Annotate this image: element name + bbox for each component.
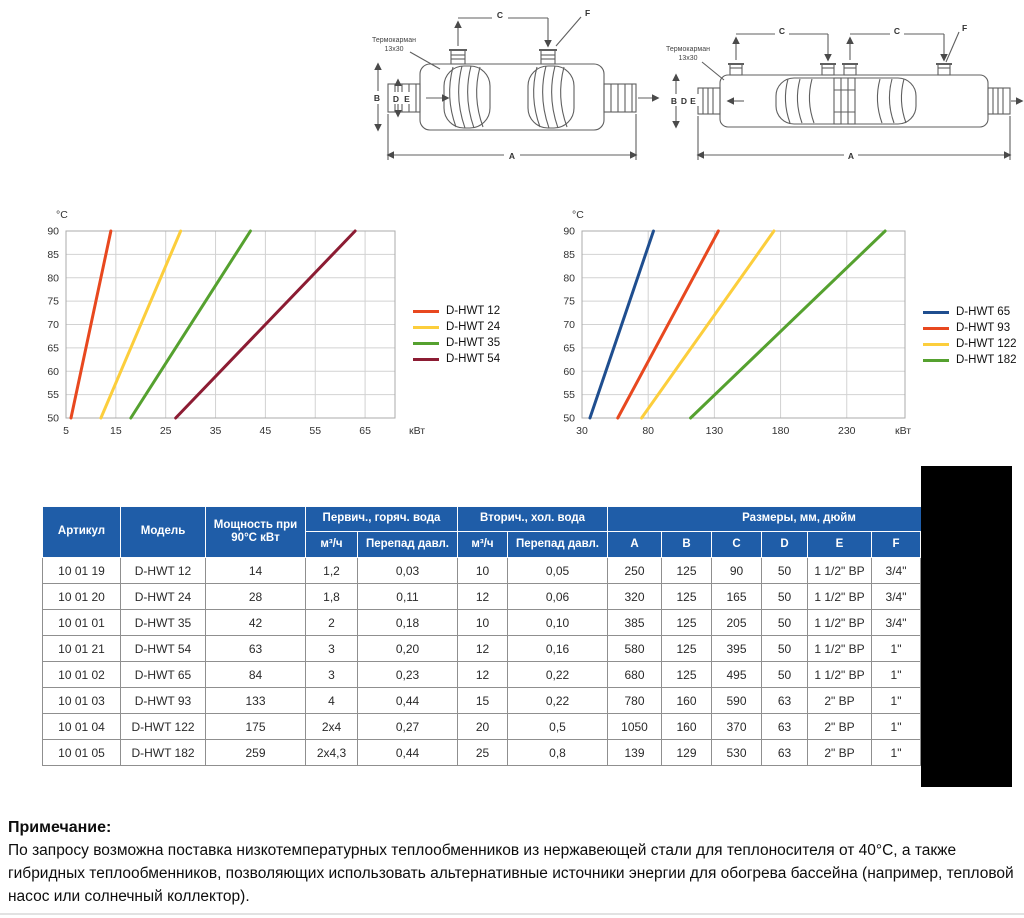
redaction-box xyxy=(921,466,1012,787)
table-cell: 0,8 xyxy=(508,740,608,766)
table-cell: 139 xyxy=(608,740,662,766)
table-cell: 63 xyxy=(762,714,808,740)
y-tick-label: 60 xyxy=(47,365,59,378)
legend-small-models xyxy=(413,303,500,367)
legend-label: D-HWT 182 xyxy=(956,354,1017,366)
legend-label: D-HWT 65 xyxy=(956,306,1011,318)
col-header-dim-d: D xyxy=(762,532,808,558)
col-header-flow-secondary: м³/ч xyxy=(458,532,508,558)
legend-label: D-HWT 35 xyxy=(446,337,501,349)
x-tick-label: 230 xyxy=(837,425,856,437)
dim-label-e: E xyxy=(690,96,696,106)
table-cell: 0,5 xyxy=(508,714,608,740)
legend-item xyxy=(413,351,500,367)
table-cell: 1" xyxy=(872,662,921,688)
y-tick-label: 50 xyxy=(47,412,59,425)
dim-label-f: F xyxy=(585,8,591,18)
col-group-secondary-water: Вторич., хол. вода xyxy=(458,507,608,532)
table-cell: 2" ВР xyxy=(808,714,872,740)
x-tick-label: 15 xyxy=(110,425,122,437)
table-cell: D-HWT 182 xyxy=(121,740,206,766)
x-tick-label: 35 xyxy=(209,425,222,437)
table-cell: 0,18 xyxy=(358,610,458,636)
table-cell: 1,2 xyxy=(306,558,358,584)
col-header-power: Мощность при 90°С кВт xyxy=(206,507,306,558)
table-row xyxy=(43,558,991,584)
table-cell: 84 xyxy=(206,662,306,688)
y-tick-label: 60 xyxy=(563,365,575,378)
table-cell: 3/4" xyxy=(872,584,921,610)
y-tick-label: 75 xyxy=(47,295,59,308)
table-cell: 2x4,3 xyxy=(306,740,358,766)
legend-swatch xyxy=(923,311,949,314)
table-row xyxy=(43,740,991,766)
table-cell: 2" ВР xyxy=(808,740,872,766)
legend-item xyxy=(923,304,1017,320)
table-cell: 125 xyxy=(662,610,712,636)
table-cell: 20 xyxy=(458,714,508,740)
table-cell: 2" ВР xyxy=(808,688,872,714)
x-tick-label: 5 xyxy=(63,425,69,437)
table-cell: 259 xyxy=(206,740,306,766)
table-cell: 530 xyxy=(712,740,762,766)
legend-item xyxy=(923,352,1017,368)
table-cell: 15 xyxy=(458,688,508,714)
col-header-flow-primary: м³/ч xyxy=(306,532,358,558)
table-cell: 50 xyxy=(762,584,808,610)
table-cell: 590 xyxy=(712,688,762,714)
table-cell: 10 01 01 xyxy=(43,610,121,636)
col-group-dimensions: Размеры, мм, дюйм xyxy=(608,507,991,532)
table-cell: 14 xyxy=(206,558,306,584)
table-cell: 2 xyxy=(306,610,358,636)
legend-swatch xyxy=(923,359,949,362)
dim-label-c: C xyxy=(496,10,504,20)
table-cell: 165 xyxy=(712,584,762,610)
table-cell: 10 xyxy=(458,610,508,636)
x-tick-label: 65 xyxy=(359,425,371,437)
table-cell: 0,27 xyxy=(358,714,458,740)
legend-large-models xyxy=(923,304,1017,368)
table-cell: 3/4" xyxy=(872,558,921,584)
dim-label-d: D xyxy=(680,96,688,106)
heat-exchanger-drawing-large xyxy=(658,20,1024,180)
legend-label: D-HWT 54 xyxy=(446,353,501,365)
y-tick-label: 65 xyxy=(563,342,575,355)
table-cell: 50 xyxy=(762,558,808,584)
thermo-pocket-size: 13х30 xyxy=(384,46,404,53)
table-cell: 1 1/2" ВР xyxy=(808,610,872,636)
y-tick-label: 90 xyxy=(563,225,575,238)
col-header-dim-c: C xyxy=(712,532,762,558)
table-cell: 63 xyxy=(762,740,808,766)
legend-label: D-HWT 93 xyxy=(956,322,1011,334)
bottom-divider xyxy=(0,913,1024,915)
table-cell: 395 xyxy=(712,636,762,662)
table-cell: 0,22 xyxy=(508,688,608,714)
col-group-primary-water: Первич., горяч. вода xyxy=(306,507,458,532)
table-cell: 10 01 04 xyxy=(43,714,121,740)
table-cell: 10 01 21 xyxy=(43,636,121,662)
table-cell: 495 xyxy=(712,662,762,688)
table-cell: 0,16 xyxy=(508,636,608,662)
dim-label-c1: C xyxy=(778,26,786,36)
x-axis-unit: кВт xyxy=(895,425,912,437)
table-row xyxy=(43,714,991,740)
table-cell: 4 xyxy=(306,688,358,714)
table-cell: 1" xyxy=(872,740,921,766)
table-cell: 160 xyxy=(662,688,712,714)
legend-item xyxy=(923,320,1017,336)
dim-label-b: B xyxy=(373,93,381,103)
table-cell: 205 xyxy=(712,610,762,636)
table-cell: 1 1/2" ВР xyxy=(808,636,872,662)
thermo-pocket-label: Термокарман xyxy=(372,37,416,44)
table-cell: 12 xyxy=(458,662,508,688)
note-block xyxy=(8,816,1018,908)
table-cell: 0,22 xyxy=(508,662,608,688)
table-cell: 780 xyxy=(608,688,662,714)
table-cell: 1" xyxy=(872,714,921,740)
table-cell: D-HWT 93 xyxy=(121,688,206,714)
col-header-pressure-primary: Перепад давл. xyxy=(358,532,458,558)
dim-label-f: F xyxy=(962,23,968,33)
y-tick-label: 55 xyxy=(563,389,575,402)
legend-item xyxy=(413,303,500,319)
spec-table xyxy=(42,506,991,766)
y-tick-label: 80 xyxy=(47,272,59,285)
thermo-pocket-size: 13х30 xyxy=(678,55,698,62)
table-cell: 175 xyxy=(206,714,306,740)
table-cell: 1 1/2" ВР xyxy=(808,584,872,610)
y-tick-label: 70 xyxy=(563,319,575,331)
table-cell: 10 01 02 xyxy=(43,662,121,688)
table-cell: 42 xyxy=(206,610,306,636)
y-tick-label: 65 xyxy=(47,342,59,355)
dim-label-e: E xyxy=(404,94,410,104)
table-cell: 0,44 xyxy=(358,740,458,766)
col-header-article: Артикул xyxy=(43,507,121,558)
legend-label: D-HWT 24 xyxy=(446,321,501,333)
table-cell: 90 xyxy=(712,558,762,584)
legend-item xyxy=(413,335,500,351)
table-cell: 63 xyxy=(206,636,306,662)
table-cell: 2x4 xyxy=(306,714,358,740)
legend-item xyxy=(413,319,500,335)
y-tick-label: 90 xyxy=(47,225,59,238)
y-axis-unit: °C xyxy=(56,209,68,221)
table-row xyxy=(43,636,991,662)
note-body: По запросу возможна поставка низкотемпературных теплообменников из нержавеющей стали для теплоносителя от 40°С, а также гибридных теплообменников, позволяющих использовать альтернативные источники энергии для обогрева бассейна (например, тепловой насос или солнечный коллектор). xyxy=(8,842,1014,905)
legend-swatch xyxy=(923,327,949,330)
y-tick-label: 85 xyxy=(47,248,59,261)
x-tick-label: 45 xyxy=(259,425,272,437)
table-cell: 10 01 19 xyxy=(43,558,121,584)
table-cell: 680 xyxy=(608,662,662,688)
x-tick-label: 180 xyxy=(771,425,790,437)
table-cell: 10 01 20 xyxy=(43,584,121,610)
table-cell: 1,8 xyxy=(306,584,358,610)
dim-label-b: B xyxy=(670,96,678,106)
table-cell: 10 xyxy=(458,558,508,584)
table-cell: 1 1/2" ВР xyxy=(808,558,872,584)
table-cell: 0,11 xyxy=(358,584,458,610)
table-cell: 63 xyxy=(762,688,808,714)
table-cell: 580 xyxy=(608,636,662,662)
table-cell: 3 xyxy=(306,636,358,662)
dim-label-d: D xyxy=(392,94,400,104)
col-header-pressure-secondary: Перепад давл. xyxy=(508,532,608,558)
note-colon: : xyxy=(106,819,112,836)
table-cell: 1" xyxy=(872,636,921,662)
table-row xyxy=(43,610,991,636)
table-cell: 1" xyxy=(872,688,921,714)
table-cell: 125 xyxy=(662,636,712,662)
table-row xyxy=(43,688,991,714)
y-tick-label: 75 xyxy=(563,295,575,308)
table-cell: 0,10 xyxy=(508,610,608,636)
table-cell: 0,20 xyxy=(358,636,458,662)
col-header-dim-f: F xyxy=(872,532,921,558)
x-tick-label: 55 xyxy=(309,425,322,437)
table-cell: 10 01 03 xyxy=(43,688,121,714)
dim-label-a: A xyxy=(508,151,516,161)
table-cell: 28 xyxy=(206,584,306,610)
legend-swatch xyxy=(923,343,949,346)
x-tick-label: 25 xyxy=(159,425,172,437)
legend-label: D-HWT 12 xyxy=(446,305,501,317)
table-cell: 385 xyxy=(608,610,662,636)
x-axis-unit: кВт xyxy=(409,425,426,437)
table-cell: D-HWT 35 xyxy=(121,610,206,636)
table-cell: 3 xyxy=(306,662,358,688)
y-tick-label: 80 xyxy=(563,272,575,285)
dim-label-c2: C xyxy=(893,26,901,36)
col-header-dim-a: A xyxy=(608,532,662,558)
table-cell: D-HWT 24 xyxy=(121,584,206,610)
y-tick-label: 55 xyxy=(47,389,59,402)
y-tick-label: 85 xyxy=(563,248,575,261)
legend-swatch xyxy=(413,310,439,313)
table-cell: 125 xyxy=(662,584,712,610)
legend-swatch xyxy=(413,342,439,345)
table-cell: 129 xyxy=(662,740,712,766)
table-cell: 25 xyxy=(458,740,508,766)
table-cell: D-HWT 65 xyxy=(121,662,206,688)
legend-label: D-HWT 122 xyxy=(956,338,1017,350)
y-tick-label: 50 xyxy=(563,412,575,425)
table-cell: 12 xyxy=(458,584,508,610)
table-cell: 1050 xyxy=(608,714,662,740)
table-cell: 133 xyxy=(206,688,306,714)
table-cell: D-HWT 12 xyxy=(121,558,206,584)
col-header-dim-b: B xyxy=(662,532,712,558)
table-cell: 0,05 xyxy=(508,558,608,584)
table-row xyxy=(43,584,991,610)
table-cell: 12 xyxy=(458,636,508,662)
table-cell: 125 xyxy=(662,662,712,688)
table-cell: D-HWT 122 xyxy=(121,714,206,740)
table-row xyxy=(43,662,991,688)
col-header-model: Модель xyxy=(121,507,206,558)
x-tick-label: 80 xyxy=(642,425,655,437)
table-cell: 0,03 xyxy=(358,558,458,584)
x-tick-label: 30 xyxy=(576,425,588,437)
y-tick-label: 70 xyxy=(47,319,59,331)
table-cell: 320 xyxy=(608,584,662,610)
legend-swatch xyxy=(413,326,439,329)
table-cell: 0,23 xyxy=(358,662,458,688)
dim-label-a: A xyxy=(847,151,855,161)
heat-exchanger-drawing-small xyxy=(332,2,662,172)
x-tick-label: 130 xyxy=(705,425,724,437)
table-cell: 50 xyxy=(762,662,808,688)
col-header-dim-e: E xyxy=(808,532,872,558)
legend-item xyxy=(923,336,1017,352)
table-cell: 160 xyxy=(662,714,712,740)
table-cell: 0,44 xyxy=(358,688,458,714)
y-axis-unit: °C xyxy=(572,209,584,221)
table-cell: 10 01 05 xyxy=(43,740,121,766)
table-cell: 250 xyxy=(608,558,662,584)
thermo-pocket-label: Термокарман xyxy=(666,46,710,53)
table-cell: 370 xyxy=(712,714,762,740)
table-cell: D-HWT 54 xyxy=(121,636,206,662)
table-cell: 0,06 xyxy=(508,584,608,610)
table-cell: 3/4" xyxy=(872,610,921,636)
table-cell: 50 xyxy=(762,610,808,636)
legend-swatch xyxy=(413,358,439,361)
table-cell: 50 xyxy=(762,636,808,662)
table-cell: 1 1/2" ВР xyxy=(808,662,872,688)
table-cell: 125 xyxy=(662,558,712,584)
note-title: Примечание xyxy=(8,819,107,836)
